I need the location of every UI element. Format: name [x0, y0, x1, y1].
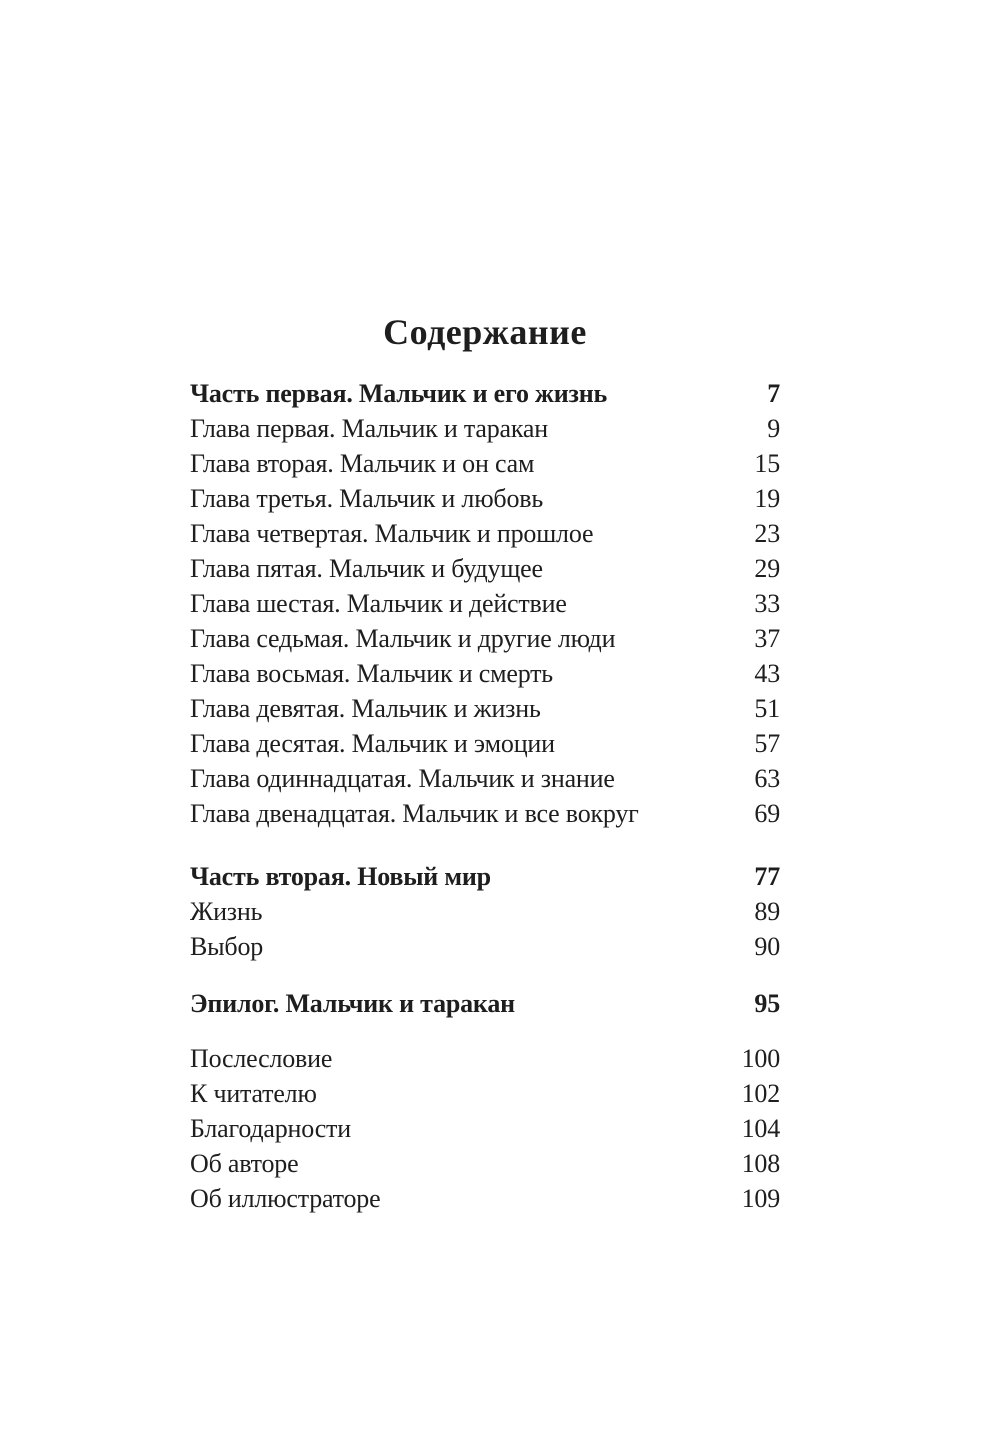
- toc-entry: [190, 376, 780, 411]
- toc-entry-page-number: 29: [754, 554, 780, 583]
- toc-entry-title: Глава первая. Мальчик и таракан: [190, 414, 548, 443]
- toc-entry: [190, 1111, 780, 1146]
- toc-entry-page-number: 15: [754, 449, 780, 478]
- toc-entry: [190, 1181, 780, 1216]
- toc-entry: [190, 1076, 780, 1111]
- toc-entry-page-number: 19: [754, 484, 780, 513]
- toc-entry-page-number: 95: [754, 989, 780, 1018]
- toc-entry: [190, 929, 780, 964]
- toc-entry-title: Глава пятая. Мальчик и будущее: [190, 554, 543, 583]
- toc-entry: [190, 894, 780, 929]
- toc-entry: [190, 986, 780, 1021]
- toc-entry-title: Эпилог. Мальчик и таракан: [190, 989, 515, 1018]
- toc-section-epilogue: [190, 986, 780, 1021]
- toc-entry-page-number: 43: [754, 659, 780, 688]
- toc-entry: [190, 726, 780, 761]
- toc-entry-title: Глава девятая. Мальчик и жизнь: [190, 694, 541, 723]
- toc-entry-title: Часть вторая. Новый мир: [190, 862, 491, 891]
- toc-entry: [190, 656, 780, 691]
- toc-entry-title: Глава седьмая. Мальчик и другие люди: [190, 624, 616, 653]
- toc-section-part-two: [190, 859, 780, 964]
- toc-entry: [190, 761, 780, 796]
- toc-entry: [190, 516, 780, 551]
- toc-entry-page-number: 104: [741, 1114, 780, 1143]
- toc-entry-title: К читателю: [190, 1079, 317, 1108]
- toc-entry-title: Об авторе: [190, 1149, 299, 1178]
- toc-entry-title: Выбор: [190, 932, 264, 961]
- toc-entry-page-number: 7: [767, 379, 780, 408]
- toc-entry: [190, 411, 780, 446]
- toc-entry-page-number: 100: [741, 1044, 780, 1073]
- toc-entry: [190, 551, 780, 586]
- toc-entry-page-number: 69: [754, 799, 780, 828]
- toc-entry-title: Глава вторая. Мальчик и он сам: [190, 449, 535, 478]
- toc-entry-page-number: 89: [754, 897, 780, 926]
- toc-entry-title: Послесловие: [190, 1044, 333, 1073]
- toc-entry: [190, 621, 780, 656]
- page-title: Содержание: [383, 312, 587, 352]
- toc-entry-page-number: 9: [767, 414, 780, 443]
- toc-section-back-matter: [190, 1041, 780, 1216]
- toc-entry-title: Благодарности: [190, 1114, 351, 1143]
- toc-entry-title: Глава четвертая. Мальчик и прошлое: [190, 519, 594, 548]
- table-of-contents: [190, 376, 780, 1216]
- toc-entry-page-number: 102: [741, 1079, 780, 1108]
- toc-entry-page-number: 37: [754, 624, 780, 653]
- toc-entry-page-number: 23: [754, 519, 780, 548]
- toc-entry: [190, 481, 780, 516]
- toc-entry-page-number: 33: [754, 589, 780, 618]
- toc-entry: [190, 796, 780, 831]
- toc-entry: [190, 691, 780, 726]
- toc-entry: [190, 446, 780, 481]
- toc-section-part-one: [190, 376, 780, 831]
- toc-entry: [190, 586, 780, 621]
- toc-entry-page-number: 109: [741, 1184, 780, 1213]
- toc-entry-title: Глава десятая. Мальчик и эмоции: [190, 729, 555, 758]
- toc-entry-page-number: 77: [754, 862, 780, 891]
- toc-entry-title: Жизнь: [190, 897, 263, 926]
- toc-entry-page-number: 57: [754, 729, 780, 758]
- toc-entry-title: Глава одиннадцатая. Мальчик и знание: [190, 764, 615, 793]
- toc-entry: [190, 1041, 780, 1076]
- toc-entry-page-number: 63: [754, 764, 780, 793]
- toc-entry-title: Часть первая. Мальчик и его жизнь: [190, 379, 608, 408]
- toc-entry-title: Глава двенадцатая. Мальчик и все вокруг: [190, 799, 639, 828]
- toc-entry-title: Об иллюстраторе: [190, 1184, 381, 1213]
- toc-entry-page-number: 108: [741, 1149, 780, 1178]
- toc-entry-title: Глава восьмая. Мальчик и смерть: [190, 659, 553, 688]
- toc-entry-page-number: 90: [754, 932, 780, 961]
- toc-entry: [190, 859, 780, 894]
- toc-entry-title: Глава третья. Мальчик и любовь: [190, 484, 543, 513]
- toc-entry: [190, 1146, 780, 1181]
- toc-entry-title: Глава шестая. Мальчик и действие: [190, 589, 567, 618]
- toc-entry-page-number: 51: [754, 694, 780, 723]
